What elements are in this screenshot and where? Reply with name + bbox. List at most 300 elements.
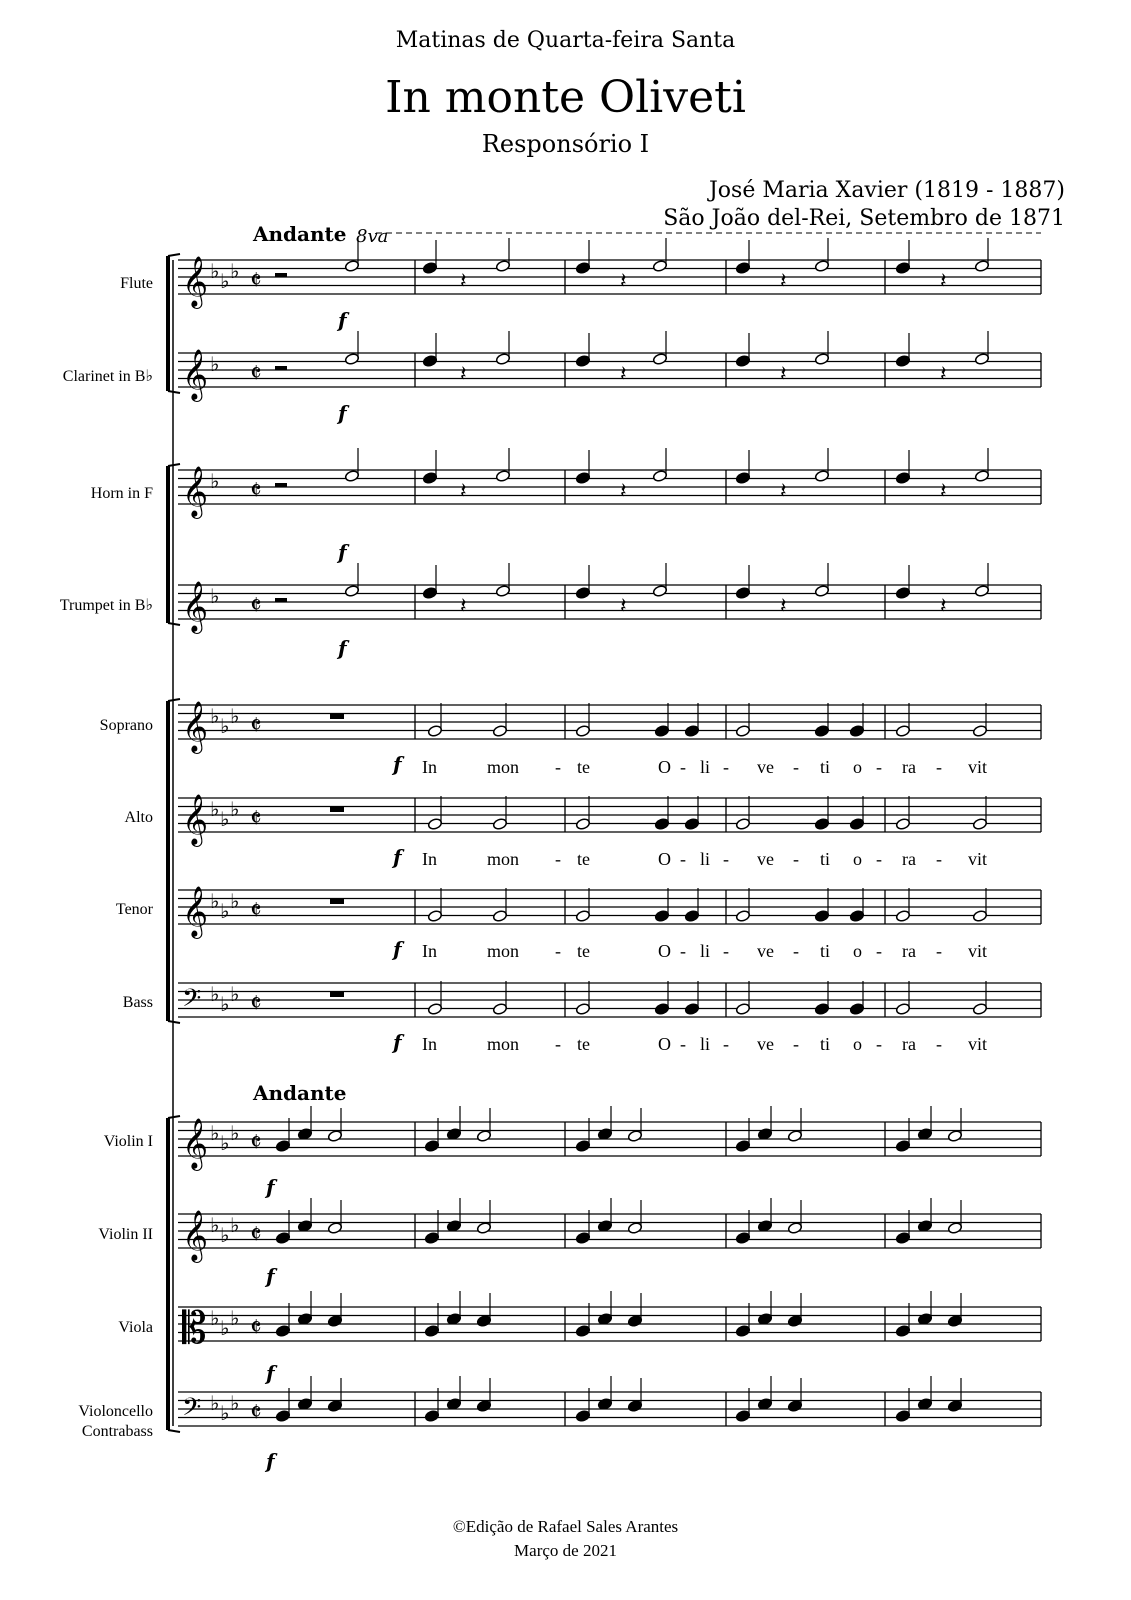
flat-icon: ♭	[220, 1223, 230, 1247]
dynamic-violin-2: f	[266, 1264, 275, 1288]
lyric-syllable: ve	[757, 941, 774, 961]
half-note	[652, 353, 667, 366]
edition-date: Março de 2021	[514, 1541, 617, 1560]
flat-icon: ♭	[210, 352, 220, 376]
quarter-note	[735, 1325, 750, 1338]
instrument-contrabass: Contrabass	[81, 1423, 153, 1440]
quarter-note	[947, 1400, 962, 1413]
half-note	[344, 585, 359, 598]
quarter-note	[476, 1315, 491, 1328]
flat-icon: ♭	[210, 1213, 220, 1237]
half-note	[974, 585, 989, 598]
quarter-rest-icon: 𝄽	[780, 594, 787, 619]
whole-rest	[330, 899, 344, 904]
half-note	[814, 470, 829, 483]
treble-clef-icon: 𝄞	[182, 581, 209, 632]
flat-icon: ♭	[210, 982, 220, 1006]
quarter-note	[275, 1140, 290, 1153]
dynamic-bass: f	[393, 1030, 402, 1054]
lyric-syllable: -	[723, 941, 729, 961]
flat-icon: ♭	[210, 469, 220, 493]
place-date: São João del-Rei, Setembro de 1871	[663, 206, 1065, 231]
quarter-note	[327, 1400, 342, 1413]
lyric-syllable: te	[577, 941, 590, 961]
flat-icon: ♭	[230, 889, 240, 913]
half-note	[575, 910, 590, 923]
lyric-syllable: mon	[487, 941, 520, 961]
lyric-syllable: o	[853, 941, 862, 961]
whole-rest	[330, 992, 344, 997]
half-note	[895, 910, 910, 923]
quarter-note	[575, 587, 590, 600]
dynamic-violin-1: f	[266, 1175, 275, 1199]
half-note	[627, 1130, 642, 1143]
cut-time-icon: 𝄵	[250, 804, 262, 834]
lyric-syllable: O	[658, 941, 671, 961]
bass-clef-icon: 𝄢	[182, 984, 202, 1019]
half-note	[895, 1003, 910, 1016]
quarter-note	[575, 262, 590, 275]
instrument-soprano: Soprano	[99, 717, 153, 734]
quarter-rest-icon: 𝄽	[620, 269, 627, 294]
instrument-viola: Viola	[118, 1319, 153, 1336]
quarter-note	[735, 1410, 750, 1423]
half-note	[327, 1130, 342, 1143]
half-note	[735, 818, 750, 831]
instrument-violin-2: Violin II	[98, 1226, 153, 1243]
lyric-syllable: ve	[757, 849, 774, 869]
half-note	[814, 260, 829, 273]
quarter-note	[575, 1232, 590, 1245]
treble-clef-icon: 𝄞	[182, 1118, 209, 1169]
treble-clef-icon: 𝄞	[182, 886, 209, 937]
lyric-syllable: -	[723, 849, 729, 869]
lyric-syllable: -	[555, 757, 561, 777]
instrument-clarinet: Clarinet in B♭	[62, 368, 153, 385]
half-note	[344, 470, 359, 483]
half-note	[787, 1222, 802, 1235]
bracket-hook	[168, 1021, 180, 1023]
flat-icon: ♭	[210, 704, 220, 728]
whole-rest	[330, 714, 344, 719]
half-note	[495, 353, 510, 366]
lyric-syllable: -	[555, 849, 561, 869]
lyric-syllable: In	[422, 941, 437, 961]
half-note	[495, 585, 510, 598]
work-subtitle-top: Matinas de Quarta-feira Santa	[395, 28, 736, 53]
quarter-rest-icon: 𝄽	[620, 479, 627, 504]
cut-time-icon: 𝄵	[250, 476, 262, 506]
lyric-syllable: vit	[968, 1034, 988, 1054]
quarter-rest-icon: 𝄽	[620, 594, 627, 619]
lyric-syllable: -	[555, 941, 561, 961]
half-note	[974, 470, 989, 483]
edition-credit: ©Edição de Rafael Sales Arantes	[452, 1517, 679, 1536]
quarter-rest-icon: 𝄽	[460, 269, 467, 294]
quarter-note	[895, 1140, 910, 1153]
half-note	[652, 585, 667, 598]
page-title: In monte Oliveti	[385, 72, 746, 123]
quarter-note	[814, 725, 829, 738]
quarter-note	[422, 587, 437, 600]
instrument-trumpet: Trumpet in B♭	[59, 597, 153, 614]
treble-clef-icon: 𝄞	[182, 1210, 209, 1261]
half-note	[476, 1222, 491, 1235]
cut-time-icon: 𝄵	[250, 896, 262, 926]
quarter-note	[735, 472, 750, 485]
half-note	[492, 1003, 507, 1016]
quarter-rest-icon: 𝄽	[940, 269, 947, 294]
half-note	[735, 910, 750, 923]
half-note	[974, 260, 989, 273]
half-note	[427, 1003, 442, 1016]
quarter-note	[424, 1410, 439, 1423]
quarter-note	[275, 1325, 290, 1338]
lyric-syllable: ti	[820, 849, 831, 869]
cut-time-icon: 𝄵	[250, 989, 262, 1019]
instrument-alto: Alto	[124, 809, 153, 826]
half-note	[972, 818, 987, 831]
treble-clef-icon: 𝄞	[182, 466, 209, 517]
quarter-rest-icon: 𝄽	[780, 479, 787, 504]
lyric-syllable: -	[793, 941, 799, 961]
flat-icon: ♭	[210, 1121, 220, 1145]
quarter-note	[684, 1003, 699, 1016]
lyric-syllable: vit	[968, 849, 988, 869]
lyric-syllable: O	[658, 757, 671, 777]
half-note	[427, 725, 442, 738]
quarter-rest-icon: 𝄽	[460, 594, 467, 619]
dynamic-viola: f	[266, 1361, 275, 1385]
half-note	[344, 260, 359, 273]
half-note	[427, 910, 442, 923]
lyric-syllable: -	[936, 941, 942, 961]
half-note	[495, 260, 510, 273]
half-note	[492, 910, 507, 923]
flat-icon: ♭	[210, 889, 220, 913]
flat-icon: ♭	[230, 1213, 240, 1237]
lyric-syllable: o	[853, 1034, 862, 1054]
flat-icon: ♭	[220, 1401, 230, 1425]
cut-time-icon: 𝄵	[250, 359, 262, 389]
lyric-syllable: ve	[757, 757, 774, 777]
lyric-syllable: mon	[487, 757, 520, 777]
quarter-note	[627, 1400, 642, 1413]
quarter-note	[422, 355, 437, 368]
lyric-syllable: -	[680, 1034, 686, 1054]
quarter-note	[424, 1140, 439, 1153]
instrument-violoncello: Violoncello	[78, 1403, 153, 1420]
flat-icon: ♭	[210, 797, 220, 821]
quarter-note	[787, 1315, 802, 1328]
quarter-note	[575, 1325, 590, 1338]
instrument-flute: Flute	[120, 275, 153, 292]
half-note	[947, 1130, 962, 1143]
quarter-note	[575, 472, 590, 485]
flat-icon: ♭	[230, 1121, 240, 1145]
flat-icon: ♭	[210, 1306, 220, 1330]
whole-rest	[330, 807, 344, 812]
dynamic-tenor: f	[393, 937, 402, 961]
quarter-note	[275, 1410, 290, 1423]
lyric-syllable: -	[680, 941, 686, 961]
bracket-hook	[168, 1116, 180, 1118]
half-note	[787, 1130, 802, 1143]
lyric-syllable: -	[876, 849, 882, 869]
treble-clef-icon: 𝄞	[182, 701, 209, 752]
flat-icon: ♭	[220, 899, 230, 923]
bracket-hook	[168, 699, 180, 701]
bracket-hook	[168, 391, 180, 393]
lyric-syllable: O	[658, 849, 671, 869]
half-rest	[275, 366, 287, 370]
quarter-note	[895, 355, 910, 368]
treble-clef-icon: 𝄞	[182, 794, 209, 845]
half-note	[575, 725, 590, 738]
dynamic-flute: f	[338, 308, 347, 332]
lyric-syllable: li	[700, 941, 711, 961]
quarter-note	[735, 587, 750, 600]
tempo-marking-strings: Andante	[253, 1081, 347, 1105]
flat-icon: ♭	[210, 1391, 220, 1415]
flat-icon: ♭	[220, 714, 230, 738]
half-note	[972, 910, 987, 923]
dynamic-alto: f	[393, 845, 402, 869]
lyric-syllable: In	[422, 849, 437, 869]
cut-time-icon: 𝄵	[250, 591, 262, 621]
cut-time-icon: 𝄵	[250, 1220, 262, 1250]
quarter-note	[895, 472, 910, 485]
lyric-syllable: -	[936, 757, 942, 777]
treble-clef-icon: 𝄞	[182, 256, 209, 307]
cut-time-icon: 𝄵	[250, 266, 262, 296]
flat-icon: ♭	[230, 797, 240, 821]
lyric-syllable: o	[853, 849, 862, 869]
quarter-rest-icon: 𝄽	[940, 594, 947, 619]
ottava-marking: 8va	[356, 226, 389, 247]
lyric-syllable: -	[723, 1034, 729, 1054]
half-note	[427, 818, 442, 831]
instrument-tenor: Tenor	[115, 901, 153, 918]
quarter-note	[895, 1325, 910, 1338]
quarter-note	[684, 818, 699, 831]
quarter-note	[895, 262, 910, 275]
flat-icon: ♭	[230, 1306, 240, 1330]
quarter-rest-icon: 𝄽	[780, 362, 787, 387]
lyric-syllable: -	[793, 849, 799, 869]
quarter-note	[422, 472, 437, 485]
lyric-syllable: li	[700, 757, 711, 777]
bass-clef-icon: 𝄢	[182, 1393, 202, 1428]
lyric-syllable: li	[700, 1034, 711, 1054]
flat-icon: ♭	[210, 584, 220, 608]
work-subtitle: Responsório I	[481, 130, 650, 158]
quarter-note	[735, 1232, 750, 1245]
quarter-rest-icon: 𝄽	[780, 269, 787, 294]
lyric-syllable: O	[658, 1034, 671, 1054]
quarter-note	[476, 1400, 491, 1413]
dynamic-clarinet: f	[338, 401, 347, 425]
quarter-note	[575, 355, 590, 368]
lyric-syllable: In	[422, 757, 437, 777]
quarter-note	[895, 1232, 910, 1245]
lyric-syllable: ti	[820, 941, 831, 961]
quarter-note	[654, 1003, 669, 1016]
lyric-syllable: -	[876, 941, 882, 961]
half-note	[814, 585, 829, 598]
half-note	[652, 470, 667, 483]
composer: José Maria Xavier (1819 - 1887)	[708, 178, 1065, 203]
flat-icon: ♭	[220, 807, 230, 831]
lyric-syllable: ra	[902, 757, 916, 777]
bracket-hook	[168, 254, 180, 256]
dynamic-soprano: f	[393, 752, 402, 776]
lyric-syllable: te	[577, 757, 590, 777]
quarter-note	[275, 1232, 290, 1245]
quarter-note	[575, 1410, 590, 1423]
dynamic-trumpet: f	[338, 636, 347, 660]
quarter-note	[947, 1315, 962, 1328]
lyric-syllable: -	[876, 1034, 882, 1054]
half-note	[575, 1003, 590, 1016]
instrument-horn: Horn in F	[90, 485, 153, 502]
half-note	[495, 470, 510, 483]
half-note	[327, 1222, 342, 1235]
half-rest	[275, 273, 287, 277]
cut-time-icon: 𝄵	[250, 1313, 262, 1343]
quarter-note	[814, 1003, 829, 1016]
lyric-syllable: -	[936, 1034, 942, 1054]
lyric-syllable: ra	[902, 849, 916, 869]
lyric-syllable: -	[936, 849, 942, 869]
quarter-note	[735, 1140, 750, 1153]
quarter-rest-icon: 𝄽	[940, 362, 947, 387]
half-note	[947, 1222, 962, 1235]
half-note	[974, 353, 989, 366]
cut-time-icon: 𝄵	[250, 711, 262, 741]
half-note	[735, 725, 750, 738]
half-note	[575, 818, 590, 831]
quarter-note	[814, 910, 829, 923]
quarter-note	[654, 818, 669, 831]
quarter-note	[849, 1003, 864, 1016]
lyric-syllable: vit	[968, 757, 988, 777]
half-note	[814, 353, 829, 366]
lyric-syllable: -	[876, 757, 882, 777]
quarter-note	[654, 725, 669, 738]
flat-icon: ♭	[210, 259, 220, 283]
half-note	[476, 1130, 491, 1143]
quarter-note	[814, 818, 829, 831]
bracket-hook	[168, 1430, 180, 1432]
quarter-rest-icon: 𝄽	[620, 362, 627, 387]
flat-icon: ♭	[230, 1391, 240, 1415]
quarter-note	[422, 262, 437, 275]
lyric-syllable: li	[700, 849, 711, 869]
bracket-hook	[168, 623, 180, 625]
lyric-syllable: vit	[968, 941, 988, 961]
lyric-syllable: -	[680, 757, 686, 777]
instrument-bass: Bass	[122, 994, 153, 1011]
lyric-syllable: o	[853, 757, 862, 777]
quarter-note	[684, 725, 699, 738]
flat-icon: ♭	[230, 982, 240, 1006]
half-note	[972, 725, 987, 738]
half-rest	[275, 598, 287, 602]
dynamic-horn: f	[338, 540, 347, 564]
lyric-syllable: In	[422, 1034, 437, 1054]
quarter-rest-icon: 𝄽	[460, 479, 467, 504]
flat-icon: ♭	[220, 992, 230, 1016]
lyric-syllable: -	[793, 757, 799, 777]
quarter-note	[575, 1140, 590, 1153]
quarter-note	[787, 1400, 802, 1413]
quarter-note	[327, 1315, 342, 1328]
half-note	[344, 353, 359, 366]
quarter-note	[424, 1232, 439, 1245]
flat-icon: ♭	[230, 259, 240, 283]
quarter-note	[849, 725, 864, 738]
bracket-hook	[168, 464, 180, 466]
quarter-note	[895, 587, 910, 600]
half-note	[652, 260, 667, 273]
quarter-rest-icon: 𝄽	[940, 479, 947, 504]
flat-icon: ♭	[220, 269, 230, 293]
alto-clef-icon: 𝄡	[182, 1303, 207, 1354]
quarter-note	[895, 1410, 910, 1423]
half-rest	[275, 483, 287, 487]
treble-clef-icon: 𝄞	[182, 349, 209, 400]
tempo-marking: Andante	[253, 222, 347, 246]
lyric-syllable: -	[555, 1034, 561, 1054]
lyric-syllable: ve	[757, 1034, 774, 1054]
flat-icon: ♭	[220, 1131, 230, 1155]
quarter-note	[735, 262, 750, 275]
lyric-syllable: ti	[820, 1034, 831, 1054]
lyric-syllable: mon	[487, 849, 520, 869]
half-note	[627, 1222, 642, 1235]
lyric-syllable: ra	[902, 1034, 916, 1054]
lyric-syllable: -	[723, 757, 729, 777]
cut-time-icon: 𝄵	[250, 1398, 262, 1428]
quarter-note	[849, 910, 864, 923]
lyric-syllable: te	[577, 1034, 590, 1054]
flat-icon: ♭	[230, 704, 240, 728]
half-note	[492, 725, 507, 738]
quarter-rest-icon: 𝄽	[460, 362, 467, 387]
lyric-syllable: ti	[820, 757, 831, 777]
quarter-note	[424, 1325, 439, 1338]
quarter-note	[627, 1315, 642, 1328]
quarter-note	[849, 818, 864, 831]
half-note	[895, 725, 910, 738]
lyric-syllable: -	[680, 849, 686, 869]
half-note	[972, 1003, 987, 1016]
lyric-syllable: mon	[487, 1034, 520, 1054]
lyric-syllable: ra	[902, 941, 916, 961]
half-note	[895, 818, 910, 831]
quarter-note	[735, 355, 750, 368]
instrument-violin-1: Violin I	[103, 1133, 153, 1150]
lyric-syllable: -	[793, 1034, 799, 1054]
half-note	[492, 818, 507, 831]
cut-time-icon: 𝄵	[250, 1128, 262, 1158]
half-note	[735, 1003, 750, 1016]
quarter-note	[654, 910, 669, 923]
dynamic-cello: f	[266, 1449, 275, 1473]
lyric-syllable: te	[577, 849, 590, 869]
quarter-note	[684, 910, 699, 923]
